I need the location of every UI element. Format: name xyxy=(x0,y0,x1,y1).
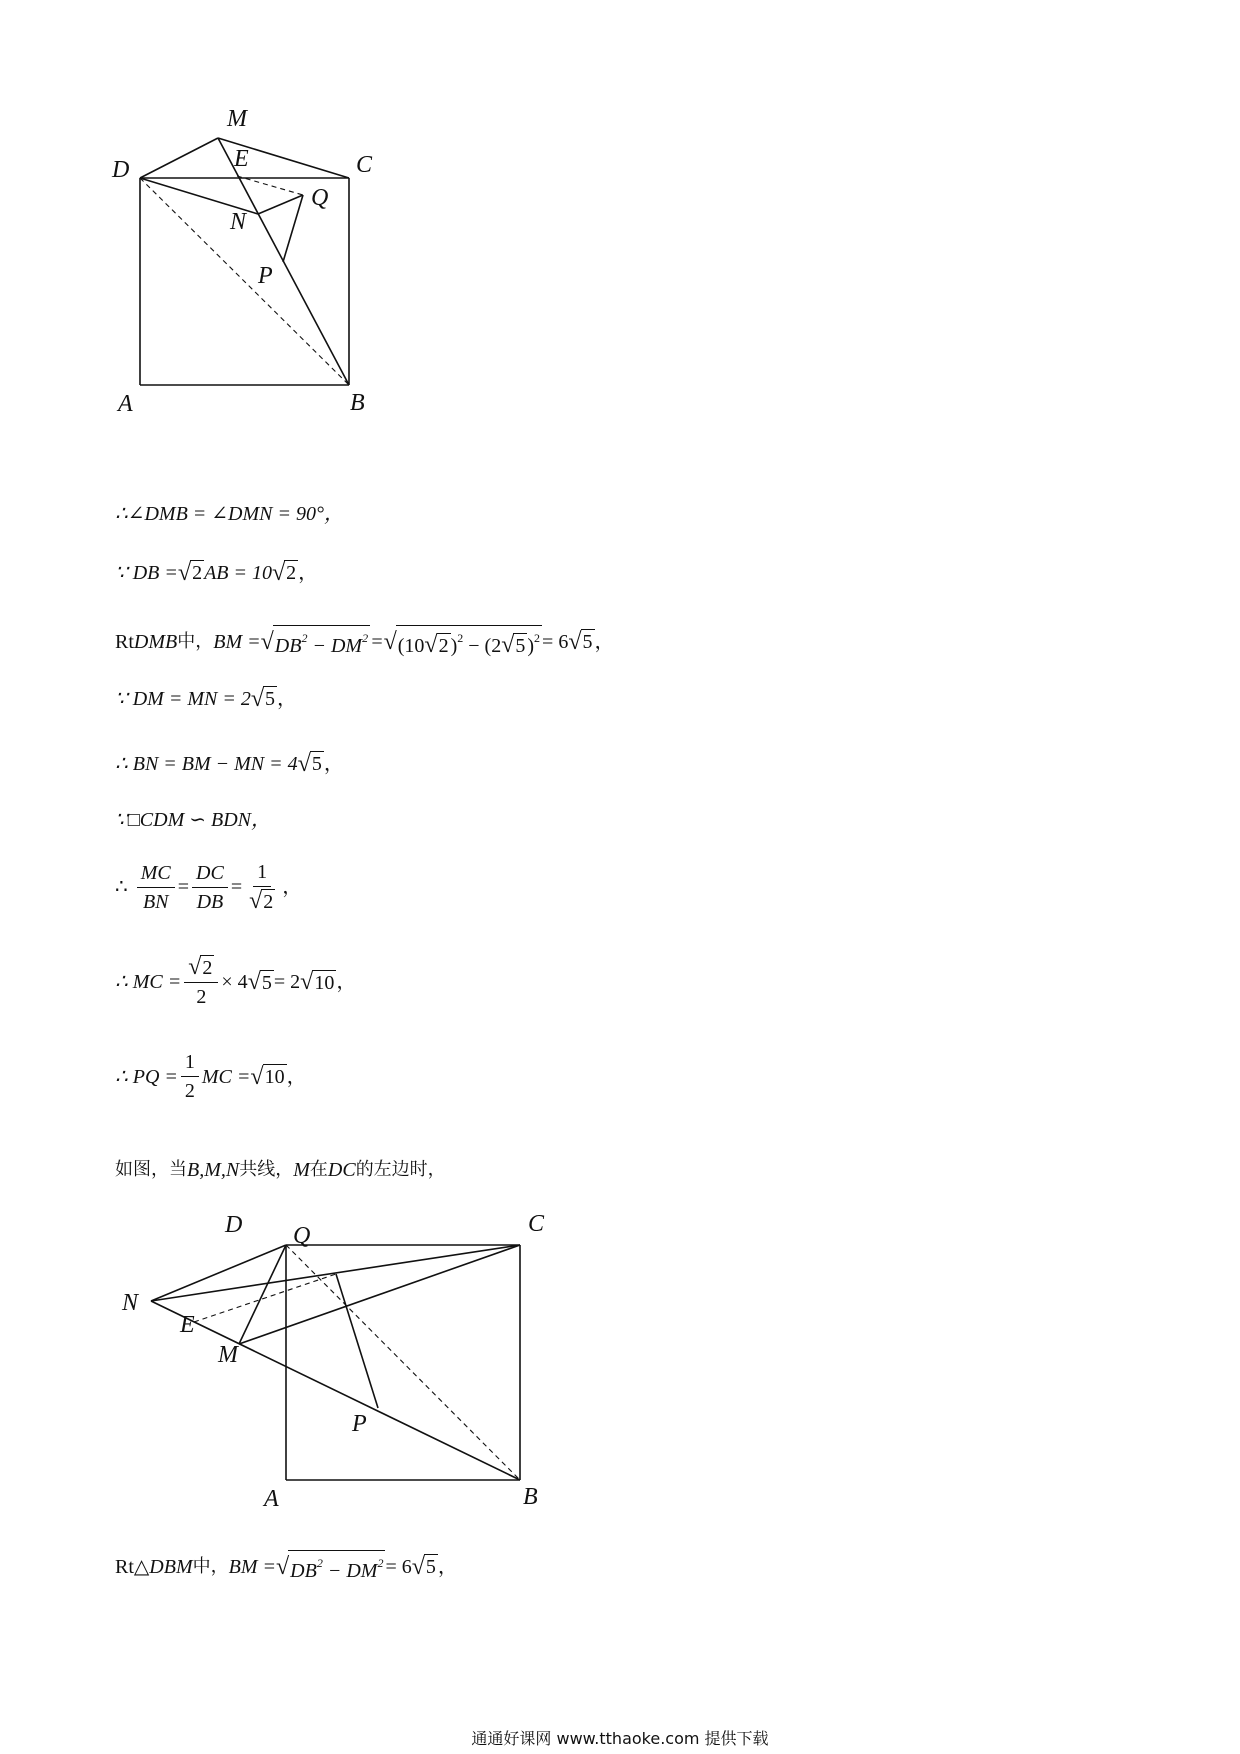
line-pq xyxy=(115,1050,307,1103)
sqrt-5d: 5 xyxy=(311,753,322,775)
eq-sign: = xyxy=(230,876,243,898)
text-l10a: 如图，当 xyxy=(115,1159,187,1180)
edge-mc xyxy=(239,1245,520,1344)
num-1b: 1 xyxy=(181,1050,199,1077)
figure-2 xyxy=(110,1210,570,1520)
num-dc: DC xyxy=(192,861,228,888)
line-bn xyxy=(115,751,344,776)
line-bm-calc xyxy=(115,625,615,658)
edge-nc xyxy=(151,1245,520,1301)
label-c: C xyxy=(528,1211,545,1237)
label-c: C xyxy=(356,152,373,178)
den-db: DB xyxy=(196,890,224,913)
text-bm2: BM = xyxy=(228,1555,276,1578)
text-l10e: 在 xyxy=(309,1159,328,1180)
figure-2-svg xyxy=(110,1210,570,1520)
num-1: 1 xyxy=(253,860,271,887)
eq-sign: = xyxy=(177,876,190,898)
text-bmn: B,M,N xyxy=(187,1159,240,1181)
text-l5a: ∴ BN = BM − MN = 4 xyxy=(115,752,298,775)
page-footer: 通通好课网 www.tthaoke.com 提供下载 xyxy=(471,1729,769,1748)
sqrt-10: 10 xyxy=(314,971,335,994)
frac-sqrt2-2 xyxy=(184,955,218,1009)
sqrt-sign: √ xyxy=(297,750,311,777)
text-l2a: ∵ DB = xyxy=(115,561,178,584)
text-eq: = xyxy=(370,630,384,653)
label-p: P xyxy=(258,263,273,289)
sqrt-5b: 5 xyxy=(582,631,593,653)
label-m: M xyxy=(227,110,247,132)
label-n: N xyxy=(230,209,247,235)
den-sqrt2: √2 xyxy=(249,888,274,914)
text-db: DB xyxy=(274,635,302,657)
figure-1 xyxy=(110,110,440,470)
text-comma2: ， xyxy=(437,1555,458,1578)
text-zhong: 中， xyxy=(177,630,214,652)
sqrt-sign: √ xyxy=(177,559,192,586)
text-l9d: ， xyxy=(286,1065,307,1088)
text-minus-2: − (2 xyxy=(463,635,502,657)
text-rt2: Rt xyxy=(115,1555,134,1578)
sqrt-sign: √ xyxy=(260,628,274,655)
sqrt-sign: √ xyxy=(383,628,397,655)
den-bn: BN xyxy=(142,890,169,913)
text-dm2: − DM xyxy=(322,1560,378,1582)
diag-db xyxy=(286,1245,520,1480)
text-l9b: MC = xyxy=(201,1065,251,1088)
text-l4a: ∵ DM = MN = 2 xyxy=(115,687,251,710)
label-a: A xyxy=(264,1486,279,1512)
sqrt-outer: (10√2 )$^2$ − (2√5 )$^2$ xyxy=(396,625,542,658)
frac-1-sqrt2 xyxy=(245,860,279,914)
sqrt-2: 2 xyxy=(192,562,203,584)
line-db xyxy=(115,560,318,585)
text-bm: BM = xyxy=(213,630,261,653)
sqrt-sign: √ xyxy=(250,1063,264,1090)
text-l8f: ， xyxy=(336,971,357,993)
line-dm-mn xyxy=(115,686,297,711)
frac-dc-db xyxy=(192,861,228,914)
edge-nb xyxy=(151,1301,520,1480)
text-l2e: ， xyxy=(298,561,319,584)
figure-1-svg xyxy=(110,110,440,470)
text-l10c: 共线， xyxy=(239,1159,294,1180)
sqrt-sign: √ xyxy=(247,969,261,995)
text-l9a: ∴ PQ = xyxy=(115,1065,178,1088)
text-dc: DC xyxy=(327,1159,356,1181)
text-l8d: = 2 xyxy=(273,971,301,993)
sqrt-sign: √ xyxy=(568,628,582,655)
sqrt-2b: 2 xyxy=(286,562,297,584)
text-eq-6b: = 6 xyxy=(385,1555,412,1578)
therefore-symbol: ∴ xyxy=(115,876,128,898)
label-b: B xyxy=(350,390,365,416)
line-angle-dmb xyxy=(115,502,344,526)
text-dmb: DMB xyxy=(133,630,178,653)
text-close: ) xyxy=(450,635,458,657)
label-m: M xyxy=(218,1342,238,1368)
triangle-symbol: △ xyxy=(133,1555,150,1578)
text-rt: Rt xyxy=(115,630,134,653)
label-d: D xyxy=(112,157,130,183)
text-close2: ) xyxy=(527,635,535,657)
label-q: Q xyxy=(293,1223,311,1249)
label-e: E xyxy=(234,146,249,172)
text-dbm: DBM xyxy=(149,1555,193,1578)
label-n: N xyxy=(122,1290,139,1316)
sqrt-db-dm2: $DB^2 - DM^2$ xyxy=(288,1550,385,1583)
sqrt-sign: √ xyxy=(276,1553,290,1580)
sqrt-10b: 10 xyxy=(264,1066,285,1088)
sqrt-5e: 5 xyxy=(261,971,272,994)
sqrt-sign: √ xyxy=(411,1553,425,1580)
den-2: 2 xyxy=(196,986,207,1008)
text-l8a: ∴ MC = xyxy=(115,971,182,993)
text-l8b: × 4 xyxy=(221,971,248,993)
sqrt-db-dm: $DB^2 - DM^2$ xyxy=(273,625,370,658)
sqrt-5c: 5 xyxy=(265,688,275,710)
text-l4c: ， xyxy=(277,687,297,710)
sqrt-5: 5 xyxy=(515,635,526,657)
segment-eq xyxy=(194,1274,336,1322)
num-sqrt2-val: 2 xyxy=(202,957,213,979)
label-d: D xyxy=(225,1212,243,1238)
edge-nd xyxy=(151,1245,286,1301)
text-l10g: 的左边时， xyxy=(355,1159,446,1180)
den-2b: 2 xyxy=(184,1080,195,1102)
label-q: Q xyxy=(311,185,329,211)
den-sqrt2-val: 2 xyxy=(263,891,274,913)
text-l5c: ， xyxy=(323,752,344,775)
num-mc: MC xyxy=(137,861,175,888)
comma: ， xyxy=(282,876,303,898)
text-zhong2: 中， xyxy=(192,1555,229,1577)
text-l1: ∴∠DMB = ∠DMN = 90°， xyxy=(115,503,344,525)
text-comma: ， xyxy=(594,630,615,653)
edge-qp xyxy=(283,195,303,262)
label-p: P xyxy=(352,1411,367,1437)
frac-1-2 xyxy=(181,1050,199,1103)
sqrt-5f: 5 xyxy=(425,1556,436,1578)
line-case2 xyxy=(115,1158,446,1182)
line-ratio xyxy=(115,860,302,914)
label-e: E xyxy=(180,1312,195,1338)
edge-qp xyxy=(336,1274,378,1408)
text-m: M xyxy=(293,1159,310,1181)
num-sqrt2: √2 xyxy=(184,955,218,983)
line-similar xyxy=(115,808,271,832)
label-a: A xyxy=(118,391,133,417)
sqrt-sign: √ xyxy=(272,559,286,586)
label-b: B xyxy=(523,1484,538,1510)
text-dm: − DM xyxy=(307,635,363,657)
line-bm-case2 xyxy=(115,1550,458,1583)
frac-mc-bn xyxy=(137,861,175,914)
text-paren-10: (10 xyxy=(397,635,425,657)
line-mc xyxy=(115,955,356,1009)
text-eq-6: = 6 xyxy=(542,630,569,653)
edge-nq xyxy=(258,195,303,214)
sqrt-2c: 2 xyxy=(438,635,449,657)
sqrt-sign: √ xyxy=(300,969,314,995)
text-db2: DB xyxy=(290,1560,317,1582)
edge-dm xyxy=(140,138,218,178)
text-l2c: AB = 10 xyxy=(204,561,272,584)
text-l6: ∵□CDM ∽ BDN， xyxy=(115,809,272,831)
sqrt-sign: √ xyxy=(250,685,264,712)
